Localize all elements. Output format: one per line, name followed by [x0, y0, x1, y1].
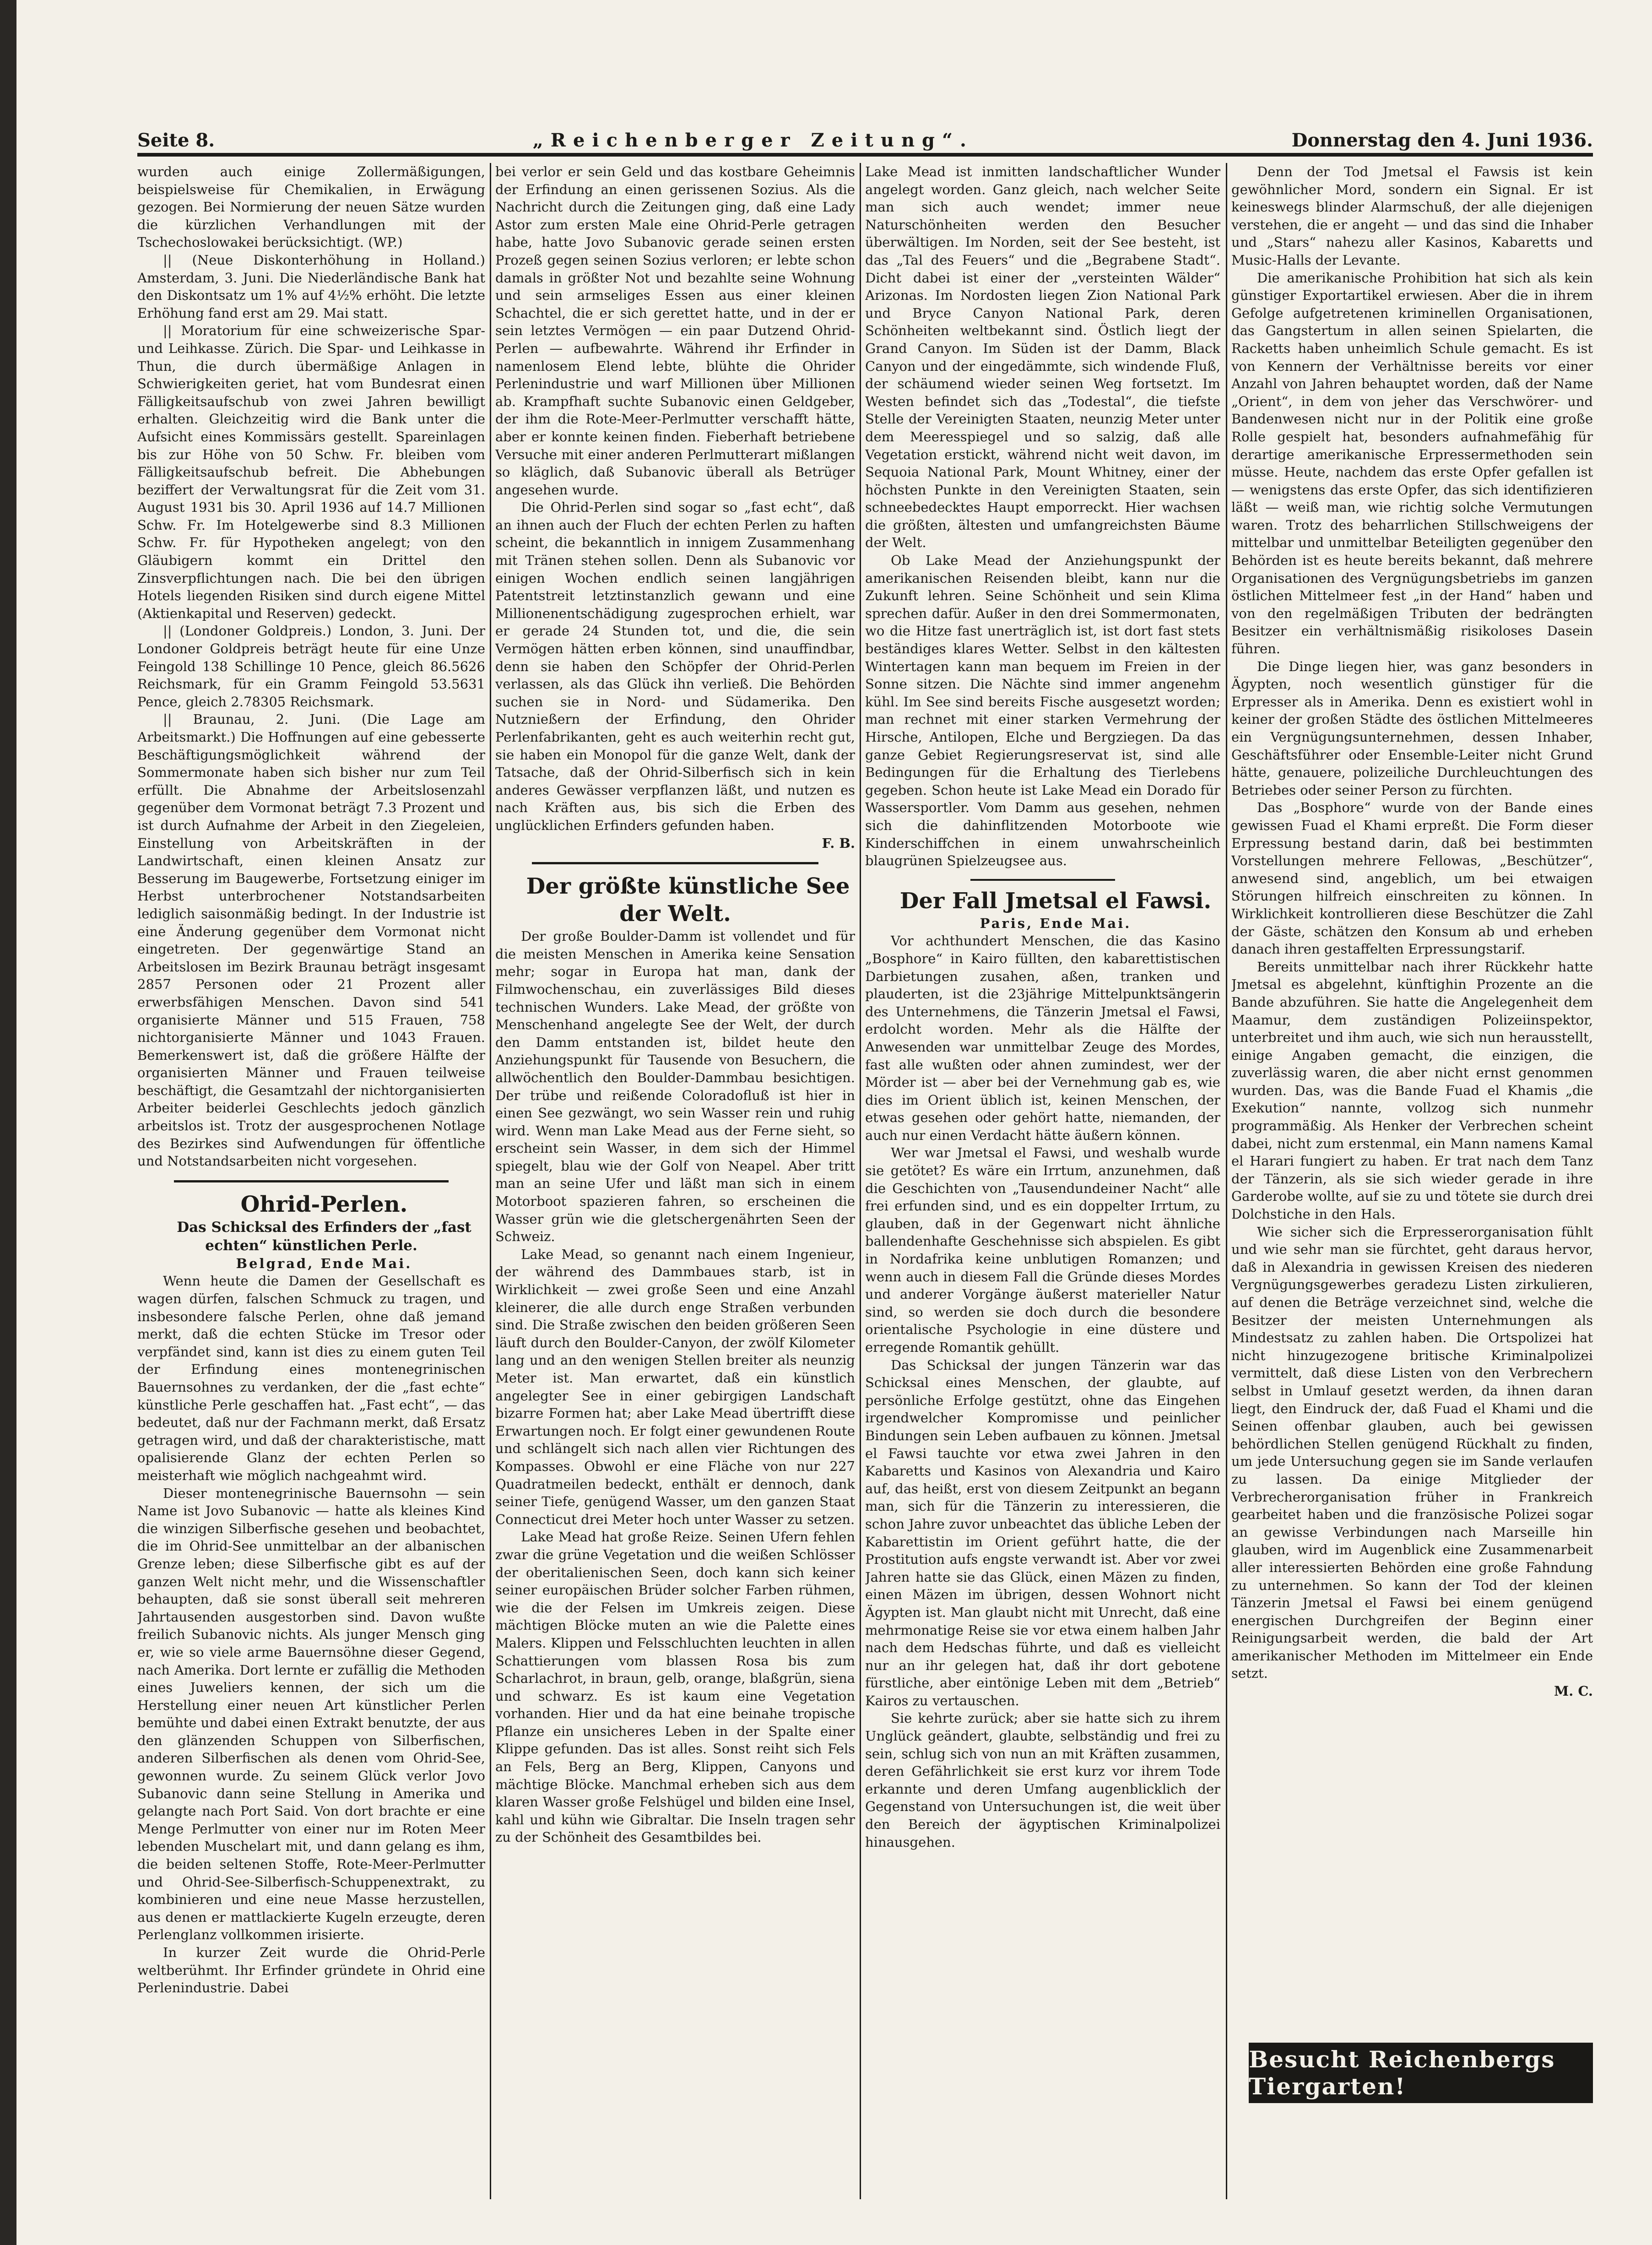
article-paragraph: || (Londoner Goldpreis.) London, 3. Juni. Der Londoner Goldpreis beträgt heute für eine Unze Feingold 138 Schillinge 10 Pence, gleich 86.5626 Reichsmark, für ein Gramm Feingold 53.5631 Pence, gleich 2.78305 Reichsmark. [137, 623, 485, 710]
article-paragraph: Lake Mead, so genannt nach einem Ingenieur, der während des Dammbaues starb, ist in Wirklichkeit — zwei große Seen und eine Anzahl kleinerer, die alle durch enge Straßen verbunden sind. Die Straße zwischen den beiden größeren Seen läuft durch den Boulder-Canyon, der zwölf Kilometer lang und an den wenigen Stellen breiter als neunzig Meter ist. Man erwartet, daß ein künstlich angelegter See in einer gebirgigen Landschaft bizarre Formen hat; aber Lake Mead übertrifft diese Erwartungen noch. Er folgt einer gewundenen Route und schlängelt sich nach allen vier Richtungen des Kompasses. Obwohl er eine Fläche von nur 227 Quadratmeilen bedeckt, enthält er dennoch, dank seiner Tiefe, genügend Wasser, um den ganzen Staat Connecticut drei Meter hoch unter Wasser zu setzen. [495, 1246, 855, 1527]
article-signature: M. C. [1554, 1683, 1593, 1699]
issue-date: Donnerstag den 4. Juni 1936. [1291, 130, 1593, 151]
column-2 [495, 163, 855, 2213]
section-divider [970, 879, 1115, 881]
article-paragraph: Bereits unmittelbar nach ihrer Rückkehr hatte Jmetsal es abgelehnt, künftighin Prozente an die Bande abzuführen. Sie hatte die Angelegenheit dem Maamur, dem zuständigen Polizeiinspektor, unterbreitet und ihm auch, wie sich nun herausstellt, einige Angaben gemacht, die einzigen, die zuverlässig waren, die aber nicht ernst genommen wurden. Das, was die Bande Fuad el Khamis „die Exekution“ nannte, vollzog sich nunmehr programmäßig. Als Henker der Verbrechen scheint dabei, nicht zum erstenmal, ein Mann namens Kamal el Harari fungiert zu haben. Er trat nach dem Tanz der Tänzerin, als sie sich wieder gerade in ihre Garderobe wollte, auf sie zu und tötete sie durch drei Dolchstiche in den Hals. [1231, 959, 1593, 1222]
section-divider [174, 1180, 449, 1182]
page-header [137, 114, 1593, 151]
advertisement-banner: Besucht Reichenbergs Tiergarten! [1249, 2043, 1593, 2103]
article-paragraph: Wer war Jmetsal el Fawsi, und weshalb wurde sie getötet? Es wäre ein Irrtum, anzunehmen, daß die Geschichten von „Tausendundeiner Nacht“ alle frei erfunden sind, und es ein doppelter Irrtum, zu glauben, daß in der Gegenwart nicht ähnliche ballendenhafte Geschehnisse sich abspielen. Es gibt in Nordafrika keine unblutigen Romanzen; und wenn auch in diesem Fall die Gründe dieses Mordes und anderer Vorgänge äußerst materieller Natur sind, so werden sie doch durch die besondere orientalische Psychologie in eine düstere und erregende Romantik gehüllt. [865, 1145, 1220, 1355]
article-paragraph: Wie sicher sich die Erpresserorganisation fühlt und wie sehr man sie fürchtet, geht daraus hervor, daß in Alexandria in gewissen Kreisen des niederen Vergnügungsgewerbes geradezu Listen zirkulieren, auf denen die Beträge verzeichnet sind, welche die Besitzer der meisten Unternehmungen als Mindestsatz zu zahlen haben. Die Ortspolizei hat nicht hinzugezogene britische Kriminalpolizei vermittelt, daß diese Listen von den Verbrechern selbst in Umlauf gesetzt werden, da ihnen daran liegt, den Eindruck der, daß Fuad el Khami und die Seinen offenbar glauben, auch bei gewissen behördlichen Stellen genügend Rückhalt zu finden, um jede Untersuchung gegen sie im Sande verlaufen zu lassen. Da einige Mitglieder der Verbrecherorganisation früher in Frankreich gearbeitet haben und die französische Polizei sogar an gewisse Verbindungen nach Marseille hin glauben, wird im Augenblick eine Zusammenarbeit aller interessierten Behörden eine große Fahndung zu unternehmen. So kann der Tod der kleinen Tänzerin Jmetsal el Fawsi bei einem genügend energischen Durchgreifen der Beginn einer Reinigungsarbeit werden, die bald der Art amerikanischer Methoden im Mittelmeer ein Ende setzt. [1231, 1224, 1593, 1681]
article-subheadline: Das Schicksal des Erfinders der „fast echten“ künstlichen Perle. [177, 1219, 471, 1254]
section-divider [532, 862, 818, 864]
page-number: Seite 8. [137, 130, 215, 151]
article-paragraph: Die Dinge liegen hier, was ganz besonders in Ägypten, noch wesentlich günstiger für die Erpresser als in Amerika. Denn es existiert wohl in keiner der großen Städte des östlichen Mittelmeeres ein Vergnügungsunternehmen, dessen Inhaber, Geschäftsführer oder Ensemble-Leiter nicht Grund hätte, genauere, polizeiliche Durchleuchtungen des Betriebes oder seiner Person zu fürchten. [1231, 658, 1593, 798]
article-paragraph: Die Ohrid-Perlen sind sogar so „fast echt“, daß an ihnen auch der Fluch der echten Perlen zu haften scheint, die bekanntlich in innigem Zusammenhang mit Tränen stehen sollen. Denn als Subanovic vor einigen Wochen endlich seinen langjährigen Patentstreit letztinstanzlich gewann und eine Millionenentschädigung zugesprochen erhielt, war er gerade 24 Stunden tot, und die, die sein Vermögen hätten erben können, sind unauffindbar, denn sie haben den Schöpfer der Ohrid-Perlen verlassen, als das Glück ihn verließ. Die Behörden suchen sie in Nord- und Südamerika. Den Nutznießern der Erfindung, den Ohrider Perlenfabrikanten, geht es auch weiterhin recht gut, sie haben ein Monopol für die ganze Welt, dank der Tatsache, daß der Ohrid-Silberfisch sich in kein anderes Gewässer verpflanzen läßt, und nutzen es nach Kräften aus, bis sich die Erben des unglücklichen Erfinders gefunden haben. [495, 499, 855, 833]
article-headline: Ohrid-Perlen. [240, 1191, 408, 1217]
article-headline: Der größte künstliche See der Welt. [526, 873, 850, 927]
article-dateline: Belgrad, Ende Mai. [236, 1255, 412, 1271]
article-paragraph: Wenn heute die Damen der Gesellschaft es wagen dürfen, falschen Schmuck zu tragen, und insbesondere falsche Perlen, ohne daß jemand merkt, daß die echten Stücke im Tresor oder verpfändet sind, kann ist dies zu einem guten Teil der Erfindung eines montenegrinischen Bauernsohnes zu verdanken, der die „fast echte“ künstliche Perle geschaffen hat. „Fast echt“, — das bedeutet, daß nur der Fachmann merkt, daß Ersatz getragen wird, und daß der charakteristische, matt opalisierende Glanz der echten Perlen so meisterhaft wie möglich nachgeahmt wird. [137, 1273, 485, 1483]
article-paragraph: || Braunau, 2. Juni. (Die Lage am Arbeitsmarkt.) Die Hoffnungen auf eine gebesserte Beschäftigungsmöglichkeit während der Sommermonate haben sich bisher nur zum Teil erfüllt. Die Abnahme der Arbeitslosenzahl gegenüber dem Vormonat beträgt 7.3 Prozent und ist durch Aufnahme der Arbeit in den Ziegeleien, Einstellung von Arbeitskräften in der Landwirtschaft, einen kleinen Ansatz zur Besserung im Baugewerbe, Fortsetzung einiger im Herbst unterbrochener Notstandsarbeiten lediglich saisonmäßig bedingt. In der Industrie ist eine Änderung gegenüber dem Vormonat nicht eingetreten. Der gegenwärtige Stand an Arbeitslosen im Bezirk Braunau beträgt insgesamt 2857 Personen oder 21 Prozent aller erwerbsfähigen Menschen. Davon sind 541 organisierte Männer und 515 Frauen, 758 nichtorganisierte Männer und 1043 Frauen. Bemerkenswert ist, daß die größere Hälfte der organisierten Männer und Frauen teilweise beschäftigt, die Gesamtzahl der nichtorganisierten Arbeiter beiderlei Geschlechts jedoch gänzlich arbeitslos ist. Trotz der ausgesprochenen Notlage des Bezirkes sind Aufwendungen für öffentliche und Notstandsarbeiten nicht vorgesehen. [137, 711, 485, 1169]
article-paragraph: Lake Mead hat große Reize. Seinen Ufern fehlen zwar die grüne Vegetation und die weißen Schlösser der oberitalienischen Seen, doch kann sich keiner seiner europäischen Brüder solcher Farben rühmen, wie die der Felsen im Umkreis zeigen. Diese mächtigen Blöcke muten an wie die Palette eines Malers. Klippen und Felsschluchten leuchten in allen Schattierungen vom blassen Rosa bis zum Scharlachrot, in braun, gelb, orange, blaßgrün, siena und schwarz. Es ist kaum eine Vegetation vorhanden. Hier und da hat eine beinahe tropische Pflanze ein unsicheres Leben in der Spalte einer Klippe gefunden. Das ist alles. Sonst reiht sich Fels an Fels, Berg an Berg, Klippen, Canyons und mächtige Blöcke. Manchmal erheben sich aus dem klaren Wasser große Felshügel und bilden eine Insel, kahl und kühn wie Gibraltar. Die Inseln tragen sehr zu der Schönheit des Gesamtbildes bei. [495, 1529, 855, 1845]
article-paragraph: Denn der Tod Jmetsal el Fawsis ist kein gewöhnlicher Mord, sondern ein Signal. Er ist keineswegs blinder Alarmschuß, der alle diejenigen verstehen, die er angeht — und das sind die Inhaber und „Stars“ nahezu aller Kasinos, Kabaretts und Music-Halls der Levante. [1231, 164, 1593, 268]
article-paragraph: Vor achthundert Menschen, die das Kasino „Bosphore“ in Kairo füllten, den kabarettistischen Darbietungen zusahen, aßen, tranken und plauderten, ist die 23jährige Mittelpunktsängerin des Unternehmens, die Tänzerin Jmetsal el Fawsi, erdolcht worden. Mehr als die Hälfte der Anwesenden war unmittelbar Zeuge des Mordes, fast alle wußten oder ahnen zumindest, wer der Mörder ist — aber bei der Vernehmung gab es, wie dies im Orient üblich ist, keinen Menschen, der etwas gesehen oder gehört hatte, niemanden, der auch nur einen Verdacht hätte äußern können. [865, 933, 1220, 1143]
article-paragraph: || Moratorium für eine schweizerische Spar- und Leihkasse. Zürich. Die Spar- und Leihkasse in Thun, die durch übermäßige Anlagen in Schwierigkeiten geriet, hat vom Bundesrat einen Fälligkeitsaufschub von zwei Jahren bewilligt erhalten. Gleichzeitig wird die Bank unter die Aufsicht eines Kommissärs gestellt. Spareinlagen bis zur Höhe von 50 Schw. Fr. bleiben vom Fälligkeitsaufschub befreit. Die Abhebungen beziffert der Verwaltungsrat für die Zeit vom 31. August 1931 bis 30. April 1936 auf 14.7 Millionen Schw. Fr. Im Hotelgewerbe sind 8.3 Millionen Schw. Fr. für Hypotheken angelegt; von den Gläubigern kommt ein Drittel den Zinsverpflichtungen nach. Die bei den übrigen Hotels liegenden Risiken sind durch eigene Mittel (Aktienkapital und Reserven) gedeckt. [137, 323, 485, 621]
article-paragraph: Dieser montenegrinische Bauernsohn — sein Name ist Jovo Subanovic — hatte als kleines Kind die winzigen Silberfische gesehen und beobachtet, die im Ohrid-See unmittelbar an der albanischen Grenze leben; diese Silberfische gibt es auf der ganzen Welt nicht mehr, und die Wissenschaftler behaupten, daß sie sonst überall seit mehreren Jahrtausenden ausgestorben sind. Davon wußte freilich Subanovic nichts. Als junger Mensch ging er, wie so viele arme Bauernsöhne dieser Gegend, nach Amerika. Dort lernte er zufällig die Methoden eines Juweliers kennen, der sich um die Herstellung einer neuen Art künstlicher Perlen bemühte und dabei einen Extrakt benutzte, der aus den glänzenden Schuppen von Silberfischen, anderen Silberfischen als denen vom Ohrid-See, gewonnen wurde. Zu seinem Glück verlor Jovo Subanovic dann seine Stellung in Amerika und gelangte nach Port Said. Von dort brachte er eine Menge Perlmutter von einer nur im Roten Meer lebenden Muschelart mit, und dann gelang es ihm, die beiden seltenen Stoffe, Rote-Meer-Perlmutter und Ohrid-See-Silberfisch-Schuppenextrakt, zu kombinieren und eine neue Masse herzustellen, aus denen er mattlackierte Kugeln erzeugte, deren Perlenglanz vollkommen irisierte. [137, 1485, 485, 1943]
article-headline: Der Fall Jmetsal el Fawsi. [899, 888, 1212, 914]
article-dateline: Paris, Ende Mai. [980, 915, 1132, 931]
header-rule [137, 153, 1593, 157]
article-paragraph: Lake Mead ist inmitten landschaftlicher Wunder angelegt worden. Ganz gleich, nach welcher Seite man sich auch wendet; immer neue Naturschönheiten werden den Besucher überwältigen. Im Norden, seit der See besteht, ist das „Tal des Feuers“ und die „Begrabene Stadt“. Dicht dabei ist einer der „versteinten Wälder“ Arizonas. Im Nordosten liegen Zion National Park und Bryce Canyon National Park, deren Schönheiten weltbekannt sind. Östlich liegt der Grand Canyon. Im Süden ist der Damm, Black Canyon und der eingedämmte, sich windende Fluß, der schäumend wieder seinen Weg fortsetzt. Im Westen befindet sich das „Todestal“, die tiefste Stelle der Vereinigten Staaten, neunzig Meter unter dem Meeresspiegel und so salzig, daß alle Vegetation erstickt, während nicht weit davon, im Sequoia National Park, Mount Whitney, einer der höchsten Punkte in den Vereinigten Staaten, sein schneebedecktes Haupt emporreckt. Hier wachsen die größten, ältesten und umfangreichsten Bäume der Welt. [865, 164, 1220, 551]
article-paragraph: Das Schicksal der jungen Tänzerin war das Schicksal eines Menschen, der glaubte, auf persönliche Erfolge gestützt, ohne das Eingehen irgendwelcher Kompromisse und peinlicher Bindungen sein Leben aufbauen zu können. Jmetsal el Fawsi tauchte vor etwa zwei Jahren in den Kabaretts und Kasinos von Alexandria und Kairo auf, das heißt, erst von diesem Zeitpunkt an begann man, sich für die Tänzerin zu interessieren, die schon Jahre zuvor unbeachtet das übliche Leben der Kabarettistin im Orient geführt hatte, die der Prostitution aufs engste verwandt ist. Aber vor zwei Jahren hatte sie das Glück, einen Mäzen zu finden, einen Mäzen im übrigen, dessen Wohnort nicht Ägypten ist. Man glaubt nicht mit Unrecht, daß eine mehrmonatige Reise sie vor etwa einem halben Jahr nach dem Hedschas führte, und daß es vielleicht nur an ihr gelegen hat, daß ihr dort gebotene fürstliche, aber eintönige Leben mit dem „Betrieb“ Kairos zu vertauschen. [865, 1357, 1220, 1708]
article-paragraph: Sie kehrte zurück; aber sie hatte sich zu ihrem Unglück geändert, glaubte, selbständig und frei zu sein, schlug sich von nun an mit Kräften zusammen, deren Gefährlichkeit sie erst kurz vor ihrem Tode erkannte und deren Umfang augenblicklich der Gegenstand von Untersuchungen ist, die weit über den Bereich der ägyptischen Kriminalpolizei hinausgehen. [865, 1710, 1220, 1850]
article-paragraph: Ob Lake Mead der Anziehungspunkt der amerikanischen Reisenden bleibt, kann nur die Zukunft lehren. Seine Schönheit und sein Klima sprechen dafür. Außer in den drei Sommermonaten, wo die Hitze fast unerträglich ist, ist dort fast stets beständiges klares Wetter. Selbst in den kältesten Wintertagen kann man bequem im Freien in der Sonne sitzen. Die Nächte sind immer angenehm kühl. Im See sind bereits Fische ausgesetzt worden; man rechnet mit einer starken Vermehrung der Hirsche, Antilopen, Elche und Bergziegen. Da das ganze Gebiet Regierungsreservat ist, sind alle Bedingungen für die Erhaltung des Tierlebens gegeben. Schon heute ist Lake Mead ein Dorado für Wassersportler. Vom Damm aus gesehen, nehmen sich die dahinflitzenden Motorboote wie Kinderschiffchen in einem unwahrscheinlich blaugrünen Spielzeugsee aus. [865, 553, 1220, 869]
column-rule [860, 163, 861, 2199]
column-4 [1231, 163, 1593, 2213]
newspaper-title: „Reichenberger Zeitung“. [532, 130, 974, 151]
article-paragraph: wurden auch einige Zollermäßigungen, beispielsweise für Chemikalien, in Erwägung gezogen. Bei Normierung der neuen Sätze wurden die kürzlichen Verhandlungen mit der Tschechoslowakei berücksichtigt. (WP.) [137, 164, 485, 250]
article-paragraph: In kurzer Zeit wurde die Ohrid-Perle weltberühmt. Ihr Erfinder gründete in Ohrid eine Perlenindustrie. Dabei [137, 1945, 485, 1996]
column-rule [490, 163, 491, 2199]
scan-edge [0, 0, 16, 2245]
column-rule [1226, 163, 1227, 2199]
article-signature: F. B. [822, 835, 855, 851]
column-3 [865, 163, 1220, 2213]
article-paragraph: bei verlor er sein Geld und das kostbare Geheimnis der Erfindung an einen gerissenen Sozius. Als die Nachricht durch die Zeitungen ging, daß eine Lady Astor zum ersten Male eine Ohrid-Perle getragen habe, hatte Jovo Subanovic gerade seinen ersten Prozeß gegen seinen Sozius verloren; er lebte schon damals in größter Not und bezahlte seine Wohnung und sein armseliges Essen aus einer kleinen Schachtel, die er sich gerettet hatte, und in der er sein letztes Vermögen — ein paar Dutzend Ohrid-Perlen — aufbewahrte. Während ihr Erfinder in namenlosem Elend lebte, blühte die Ohrider Perlenindustrie und warf Millionen über Millionen ab. Krampfhaft suchte Subanovic einen Geldgeber, der ihm die Rote-Meer-Perlmutter verschafft hätte, aber er konnte keinen finden. Fieberhaft betriebene Versuche mit einer anderen Perlmutterart mißlangen so kläglich, daß Subanovic überall als Betrüger angesehen wurde. [495, 164, 855, 498]
article-paragraph: Der große Boulder-Damm ist vollendet und für die meisten Menschen in Amerika keine Sensation mehr; sogar in Europa hat man, dank der Filmwochenschau, ein zuverlässiges Bild dieses technischen Wunders. Lake Mead, der größte von Menschenhand angelegte See der Welt, der durch den Damm entstanden ist, bildet heute den Anziehungspunkt für Tausende von Besuchern, die allwöchentlich den Boulder-Dammbau besichtigen. Der trübe und reißende Coloradofluß ist hier in einen See gezwängt, wo sein Wasser rein und ruhig wird. Wenn man Lake Mead aus der Ferne sieht, so erscheint sein Wasser, in dem sich der Himmel spiegelt, blau wie der Golf von Neapel. Aber tritt man an seine Ufer und läßt man sich in einem Motorboot spazieren fahren, so erscheinen die Wasser grün wie die gletschergenährten Seen der Schweiz. [495, 928, 855, 1245]
column-1 [137, 163, 485, 2213]
article-paragraph: Das „Bosphore“ wurde von der Bande eines gewissen Fuad el Khami erpreßt. Die Form dieser Erpressung bestand darin, daß bei bestimmten Vorstellungen mehrere Fellowas, „Beschützer“, anwesend sind, angeblich, um bei etwaigen Störungen hilfreich einschreiten zu können. In Wirklichkeit kontrollieren diese Beschützer die Zahl der Gäste, schätzen den Konsum ab und erheben danach ihren gestaffelten Erpressungstarif. [1231, 800, 1593, 957]
article-paragraph: Die amerikanische Prohibition hat sich als kein günstiger Exportartikel erwiesen. Aber die in ihrem Gefolge aufgetretenen kriminellen Organisationen, das Gangstertum in allen seinen Spielarten, die Racketts haben unheimlich Schule gemacht. Es ist von Kennern der Verhältnisse bereits vor einer Anzahl von Jahren behauptet worden, daß der Name „Orient“, in dem von jeher das Verschwörer- und Bandenwesen nicht nur in der Politik eine große Rolle gespielt hat, besonders aufnahmefähig für derartige amerikanische Erpressermethoden sein müsse. Heute, nachdem das erste Opfer gefallen ist — wenigstens das erste Opfer, das sich identifizieren läßt — weiß man, wie richtig solche Vermutungen waren. Trotz des beharrlichen Stillschweigens der mittelbar und unmittelbar Beteiligten gegenüber den Behörden ist es heute bereits bekannt, daß mehrere Organisationen des Vergnügungsbetriebs im ganzen östlichen Mittelmeer fest „in der Hand“ haben und von den regelmäßigen Tributen der bedrängten Besitzer ein verhältnismäßig risikoloses Dasein führen. [1231, 270, 1593, 657]
article-paragraph: || (Neue Diskonterhöhung in Holland.) Amsterdam, 3. Juni. Die Niederländische Bank hat den Diskontsatz um 1% auf 4½% erhöht. Die letzte Erhöhung fand erst am 29. Mai statt. [137, 252, 485, 321]
